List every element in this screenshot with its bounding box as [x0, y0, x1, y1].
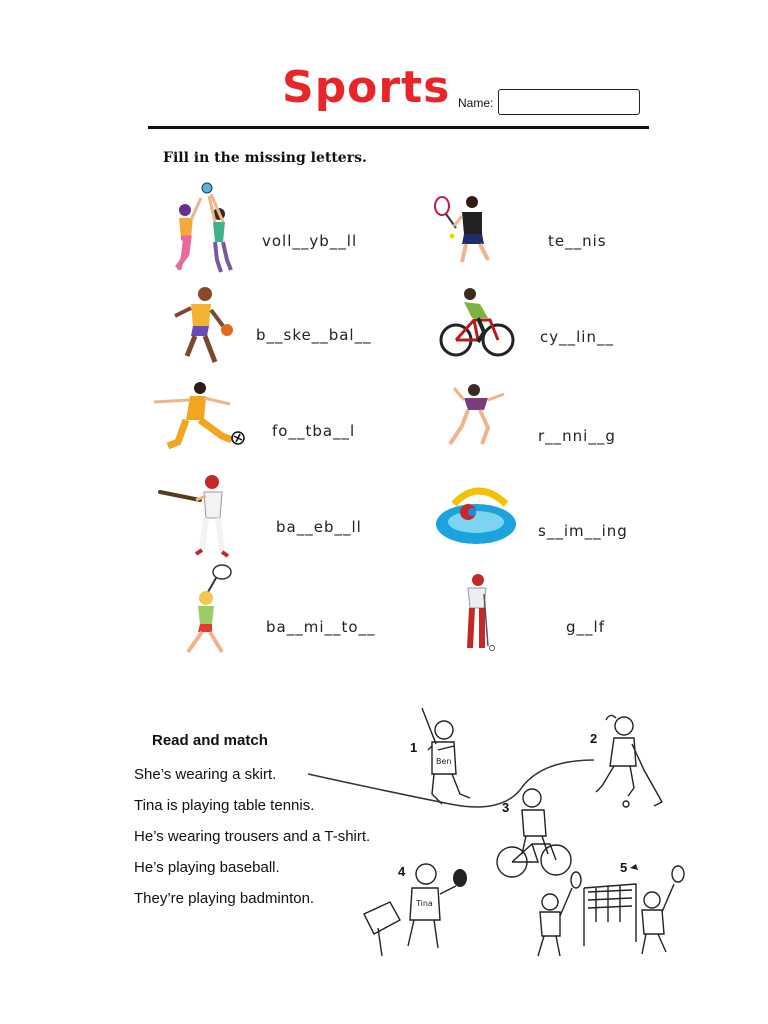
word-blank-tennis[interactable]: te__nis — [548, 232, 607, 250]
word-blank-cycling[interactable]: cy__lin__ — [540, 328, 614, 346]
match-sentence-5[interactable]: They’re playing badminton. — [134, 890, 315, 907]
word-blank-golf[interactable]: g__lf — [566, 618, 605, 636]
match-section-title: Read and match — [152, 732, 268, 749]
picture-number-3: 3 — [502, 800, 510, 815]
picture-number-2: 2 — [590, 731, 598, 746]
shirt-text-ben: Ben — [436, 757, 452, 766]
word-blank-swimming[interactable]: s__im__ing — [538, 522, 628, 540]
swimmer-picture — [436, 482, 521, 548]
match-sentence-4[interactable]: He’s playing baseball. — [134, 859, 280, 876]
picture-number-5: 5 — [620, 860, 628, 875]
basketball-player-picture — [165, 282, 240, 372]
shirt-text-tina: Tina — [416, 899, 433, 908]
picture-number-4: 4 — [398, 864, 406, 879]
name-input-box[interactable] — [498, 89, 640, 115]
badminton-player-picture — [178, 562, 243, 660]
word-blank-running[interactable]: r__nni__g — [538, 427, 616, 445]
match-sentence-3[interactable]: He’s wearing trousers and a T-shirt. — [134, 828, 371, 845]
runner-picture — [442, 380, 512, 452]
word-blank-football[interactable]: fo__tba__l — [272, 422, 356, 440]
worksheet-title: Sports — [282, 62, 451, 113]
name-label: Name: — [458, 96, 494, 110]
golfer-picture — [448, 572, 498, 654]
match-sentence-1[interactable]: She’s wearing a skirt. — [134, 766, 277, 783]
picture-number-1: 1 — [410, 740, 418, 755]
boy-baseball-drawing — [418, 706, 488, 814]
word-blank-basketball[interactable]: b__ske__bal__ — [256, 326, 372, 344]
tennis-player-picture — [430, 192, 500, 267]
girl-hockey-drawing — [588, 710, 668, 810]
word-blank-badminton[interactable]: ba__mi__to__ — [266, 618, 376, 636]
girl-table-tennis-drawing — [360, 856, 470, 956]
cyclist-picture — [438, 284, 518, 362]
baseball-batter-picture — [156, 472, 236, 560]
word-blank-baseball[interactable]: ba__eb__ll — [276, 518, 362, 536]
kids-badminton-drawing — [526, 862, 696, 958]
fill-instruction: Fill in the missing letters. — [163, 150, 367, 166]
match-sentence-2[interactable]: Tina is playing table tennis. — [134, 797, 315, 814]
header-divider — [148, 126, 649, 129]
word-blank-volleyball[interactable]: voll__yb__ll — [262, 232, 358, 250]
football-player-picture — [150, 380, 250, 452]
volleyball-players-picture — [165, 180, 245, 275]
